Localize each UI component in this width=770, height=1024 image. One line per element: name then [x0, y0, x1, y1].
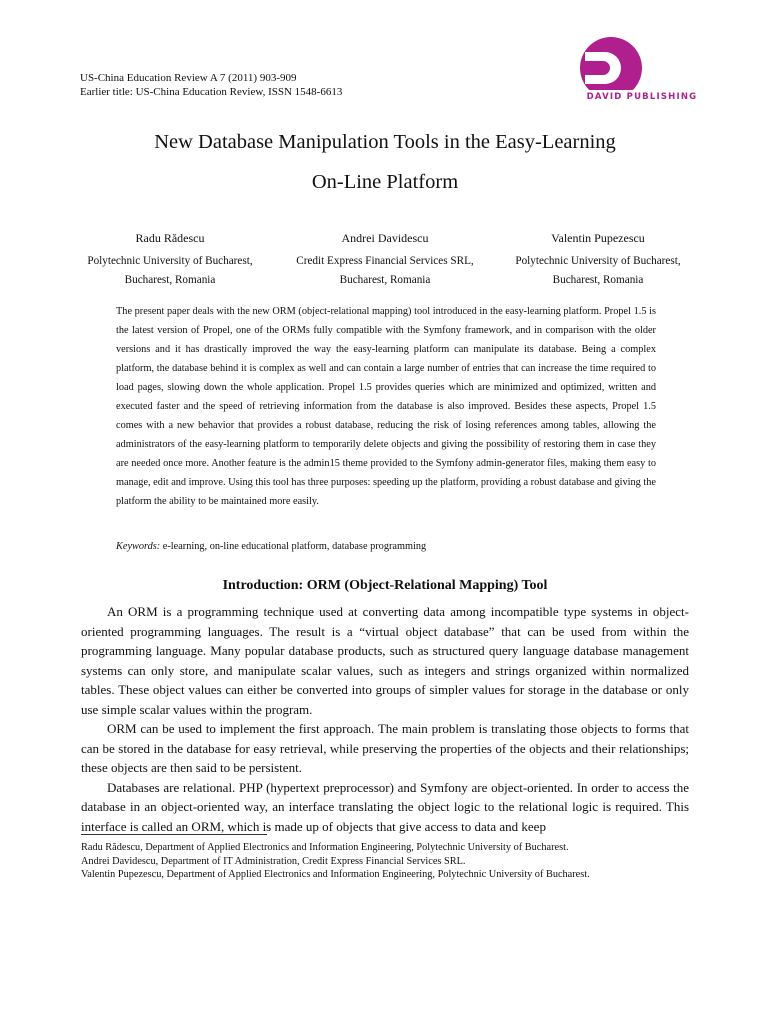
author-affiliation: Credit Express Financial Services SRL, — [296, 255, 474, 267]
author-name: Andrei Davidescu — [341, 231, 429, 245]
author-location: Bucharest, Romania — [552, 274, 644, 286]
keywords-text: e-learning, on-line educational platform, database programming — [160, 541, 427, 552]
author-location: Bucharest, Romania — [124, 274, 216, 286]
paper-title-line1: New Database Manipulation Tools in the Easy-Learning — [154, 131, 616, 153]
logo-wordmark: DAVID PUBLISHING — [586, 92, 698, 102]
body-paragraph: Databases are relational. PHP (hypertext preprocessor) and Symfony are object-oriented. In order to access the database in an object-oriented way, an interface translating the object logic to the relational logic is required. This interface is called an ORM, which is made up of objects that give access to data and keep — [81, 779, 689, 834]
footnote: Andrei Davidescu, Department of IT Administration, Credit Express Financial Services SRL. — [81, 855, 466, 867]
author-block — [473, 229, 723, 290]
author-affiliation: Polytechnic University of Bucharest, — [87, 255, 253, 267]
author-name: Radu Rădescu — [135, 231, 205, 245]
keywords — [116, 541, 426, 552]
footnote: Valentin Pupezescu, Department of Applied Electronics and Information Engineering, Polytechnic University of Bucharest. — [81, 869, 590, 880]
body-paragraph: ORM can be used to implement the first approach. The main problem is translating those objects to forms that can be stored in the database for easy retrieval, while preserving the properties of the objects and their relationships; these objects are then said to be persistent. — [81, 721, 689, 775]
keywords-label: Keywords: — [116, 541, 161, 552]
author-location: Bucharest, Romania — [339, 274, 431, 286]
author-affiliation: Polytechnic University of Bucharest, — [515, 255, 681, 267]
journal-header — [80, 71, 342, 99]
author-block — [45, 229, 295, 290]
abstract: The present paper deals with the new ORM (object-relational mapping) tool introduced in the easy-learning platform. Propel 1.5 is the latest version of Propel, one of the ORMs fully compatible with the Symfony framework, and in comparison with the older versions and it has drastically improved the way the easy-learning platform can manipulate its database. Being a complex platform, the database behind it is complex as well and can contain a large number of entries that can increase the time required to load pages, slowing down the whole application. Propel 1.5 provides queries which are minimized and optimized, written and executed faster and the speed of retrieving information from the database is also improved. Besides these aspects, Propel 1.5 comes with a new behavior that provides a robust database, reducing the risk of losing references among tables, allowing the administrators of the easy-learning platform to temporarily delete objects and giving the possibility of restoring them in case they are needed once more. Another feature is the admin15 theme provided to the Symfony admin-generator files, making them easy to manage, edit and improve. Using this tool has three purposes: speeding up the platform, providing a robust database and giving the platform the ability to be maintained more easily. — [116, 306, 656, 507]
footnote-divider — [81, 834, 267, 835]
journal-citation: US-China Education Review A 7 (2011) 903-909 — [80, 72, 297, 84]
paper-title-line2: On-Line Platform — [311, 171, 459, 193]
author-name: Valentin Pupezescu — [551, 231, 645, 245]
section-heading: Introduction: ORM (Object-Relational Mapping) Tool — [222, 578, 548, 593]
footnote: Radu Rădescu, Department of Applied Electronics and Information Engineering, Polytechnic University of Bucharest. — [81, 842, 569, 853]
journal-earlier-title: Earlier title: US-China Education Review, ISSN 1548-6613 — [80, 86, 343, 98]
publisher-logo — [563, 36, 703, 106]
body-paragraph: An ORM is a programming technique used at converting data among incompatible type systems in object-oriented programming languages. The result is a “virtual object database” that can be used from within the programming language. Many popular database products, such as structured query language database management systems can only store, and manipulate scalar values, such as integers and strings organized within normalized tables. These object values can either be converted into groups of simpler values for storage in the database or only use simple scalar values within the program. — [81, 604, 689, 717]
footnotes — [81, 841, 701, 882]
section-body — [81, 602, 689, 836]
